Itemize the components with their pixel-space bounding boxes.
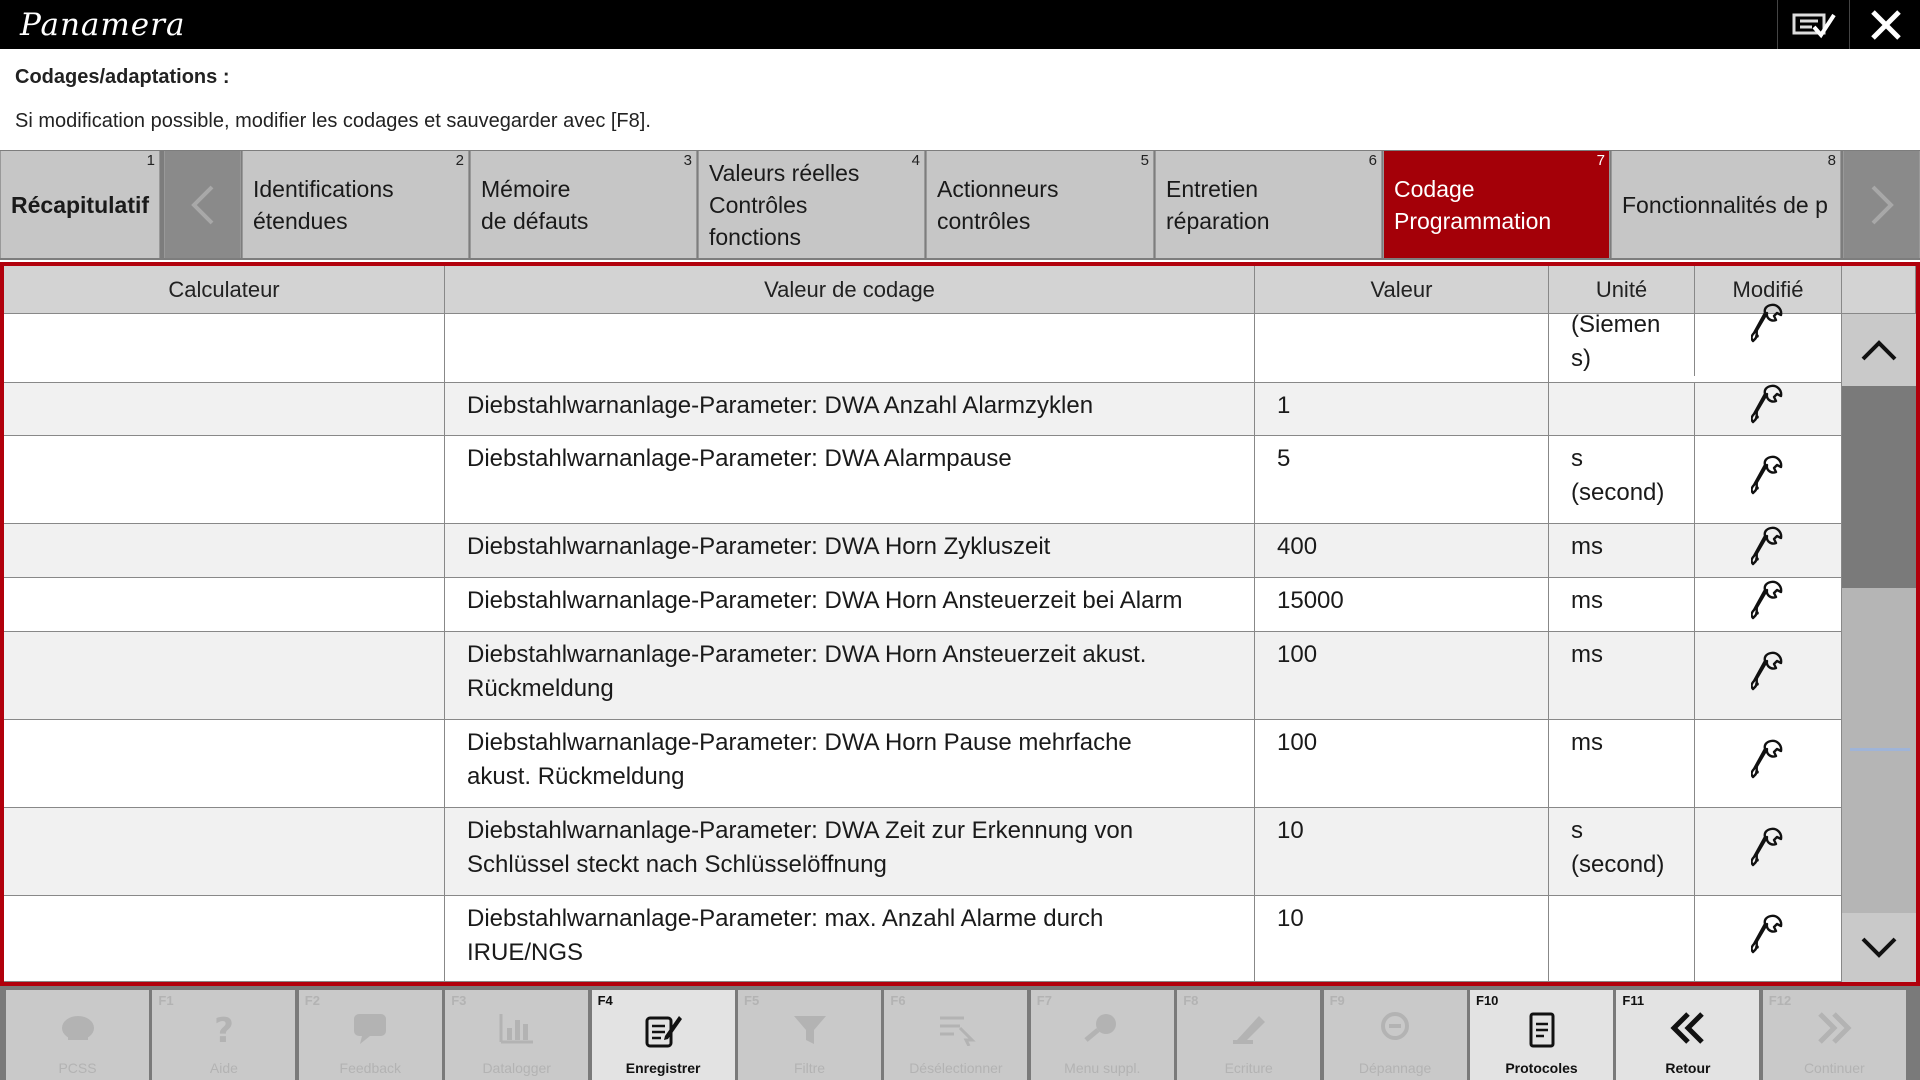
- fkey-label: Continuer: [1803, 1060, 1865, 1076]
- wrench-icon[interactable]: [1751, 650, 1785, 702]
- tab-entretien[interactable]: [1155, 151, 1382, 258]
- cell-valeur-codage: Diebstahlwarnanlage-Parameter: DWA Horn Pause mehrfache akust. Rückmeldung: [445, 720, 1255, 807]
- tab-codage-programmation[interactable]: [1383, 151, 1610, 258]
- fkey-shortcut: F12: [1768, 993, 1792, 1008]
- tabs-scroll-left-button[interactable]: [164, 151, 241, 258]
- cell-valeur-codage: Diebstahlwarnanlage-Parameter: DWA Anzahl Alarmzyklen: [445, 383, 1255, 435]
- cell-calculateur: [4, 578, 445, 631]
- page-title: Codages/adaptations :: [15, 66, 230, 88]
- filter-icon: [738, 1010, 881, 1050]
- fkey-label: Feedback: [339, 1060, 402, 1076]
- fkey-label: Protocoles: [1505, 1060, 1578, 1076]
- write-icon: [1177, 1010, 1320, 1046]
- fkey-datalogger-button[interactable]: [445, 990, 588, 1080]
- cell-calculateur: [4, 632, 445, 719]
- fkey-shortcut: F1: [158, 993, 174, 1008]
- fkey-d-s-lectionner-button[interactable]: [884, 990, 1027, 1080]
- fkey-menu-suppl-button[interactable]: [1031, 990, 1174, 1080]
- fkey-d-pannage-button[interactable]: [1324, 990, 1467, 1080]
- fkey-shortcut: F5: [744, 993, 760, 1008]
- cell-unite: ms: [1549, 524, 1695, 577]
- protocols-icon: [1470, 1010, 1613, 1050]
- column-header-valeur[interactable]: Valeur: [1255, 266, 1549, 314]
- cell-calculateur: [4, 524, 445, 577]
- cell-modifie[interactable]: [1695, 896, 1842, 981]
- cell-modifie[interactable]: [1695, 314, 1842, 382]
- tab-valeurs-reelles[interactable]: [698, 151, 925, 258]
- instruction-text: Si modification possible, modifier les codages et sauvegarder avec [F8].: [15, 110, 651, 132]
- fkey-label: Ecriture: [1224, 1060, 1273, 1076]
- fkey-feedback-button[interactable]: [299, 990, 442, 1080]
- cell-valeur[interactable]: 100: [1255, 632, 1549, 719]
- scrollbar-thumb[interactable]: [1842, 386, 1916, 588]
- cell-unite: ms: [1549, 578, 1695, 631]
- wrench-icon[interactable]: [1751, 913, 1785, 965]
- tab-number: 1: [146, 152, 155, 169]
- fkey-shortcut: F2: [304, 993, 320, 1008]
- chevron-down-icon: [1860, 936, 1898, 960]
- cell-unite: s (second): [1549, 808, 1695, 895]
- table-row[interactable]: [4, 383, 1842, 436]
- feedback-icon: [299, 1010, 442, 1046]
- wrench-icon[interactable]: [1751, 454, 1785, 506]
- cell-valeur-codage: Diebstahlwarnanlage-Parameter: DWA Zeit zur Erkennung von Schlüssel steckt nach Schlüsselöffnung: [445, 808, 1255, 895]
- fkey-shortcut: F4: [597, 993, 613, 1008]
- tab-number: 6: [1368, 152, 1377, 169]
- cell-valeur-codage: Diebstahlwarnanlage-Parameter: DWA Horn Zykluszeit: [445, 524, 1255, 577]
- tab-label: Entretien réparation: [1166, 175, 1270, 234]
- cell-unite: ms: [1549, 632, 1695, 719]
- fkey-label: Filtre: [793, 1060, 826, 1076]
- forward-icon: [1763, 1010, 1906, 1046]
- tab-label: Codage Programmation: [1394, 175, 1552, 234]
- app-logo: Panamera: [20, 7, 186, 43]
- table-row[interactable]: [4, 311, 1842, 383]
- save-icon: [592, 1010, 735, 1050]
- fkey-retour-button[interactable]: [1616, 990, 1759, 1080]
- table-row[interactable]: [4, 896, 1842, 982]
- cell-modifie[interactable]: [1695, 578, 1842, 631]
- close-icon: [1869, 8, 1903, 42]
- table-row[interactable]: [4, 436, 1842, 524]
- cell-valeur[interactable]: 15000: [1255, 578, 1549, 631]
- back-icon: [1616, 1010, 1759, 1046]
- svg-text:?: ?: [214, 1011, 234, 1050]
- scroll-down-button[interactable]: [1842, 913, 1916, 982]
- cell-modifie[interactable]: [1695, 808, 1842, 895]
- wrench-icon[interactable]: [1751, 579, 1785, 631]
- tab-label: Récapitulatif: [11, 191, 150, 218]
- cell-valeur-codage: Diebstahlwarnanlage-Parameter: max. Anzahl Alarme durch IRUE/NGS: [445, 896, 1255, 981]
- cell-valeur[interactable]: 400: [1255, 524, 1549, 577]
- help-icon: [152, 1010, 295, 1050]
- fkey-label: Aide: [209, 1060, 238, 1076]
- tab-number: 2: [455, 152, 464, 169]
- tab-label: Actionneurs contrôles: [937, 175, 1059, 234]
- chevron-left-icon: [188, 183, 218, 227]
- fkey-shortcut: F10: [1476, 993, 1499, 1008]
- fkey-shortcut: F9: [1329, 993, 1345, 1008]
- tab-identifications[interactable]: [242, 151, 469, 258]
- cell-calculateur: [4, 383, 445, 435]
- cell-modifie[interactable]: [1695, 383, 1842, 435]
- cell-valeur-codage: Diebstahlwarnanlage-Parameter: DWA Alarmpause: [445, 436, 1255, 523]
- troubleshoot-icon: [1324, 1010, 1467, 1046]
- wrench-icon[interactable]: [1751, 383, 1785, 435]
- fkey-shortcut: F8: [1183, 993, 1199, 1008]
- confirm-button[interactable]: [1777, 0, 1849, 49]
- cell-valeur[interactable]: 5: [1255, 436, 1549, 523]
- column-header-calculateur[interactable]: Calculateur: [4, 266, 445, 314]
- wrench-icon[interactable]: [1751, 826, 1785, 878]
- close-button[interactable]: [1849, 0, 1920, 49]
- table-row[interactable]: [4, 632, 1842, 720]
- chevron-right-icon: [1867, 183, 1897, 227]
- table-row[interactable]: [4, 524, 1842, 578]
- cell-calculateur: [4, 436, 445, 523]
- chevron-up-icon: [1860, 338, 1898, 362]
- fkey-label: Enregistrer: [625, 1060, 701, 1076]
- tab-memoire-defauts[interactable]: [470, 151, 697, 258]
- scrollbar-marker: [1850, 748, 1910, 751]
- wrench-icon[interactable]: [1751, 738, 1785, 790]
- tab-number: 5: [1140, 152, 1149, 169]
- cell-modifie[interactable]: [1695, 632, 1842, 719]
- datalogger-icon: [445, 1010, 588, 1046]
- tab-actionneurs[interactable]: [926, 151, 1154, 258]
- cell-valeur-codage: Diebstahlwarnanlage-Parameter: DWA Horn Ansteuerzeit bei Alarm: [445, 578, 1255, 631]
- tab-label: Identifications étendues: [253, 175, 394, 234]
- fkey-label: Menu suppl.: [1064, 1060, 1141, 1076]
- cell-modifie[interactable]: [1695, 524, 1842, 577]
- cell-unite: [1549, 896, 1695, 981]
- cell-calculateur: [4, 720, 445, 807]
- fkey-pcss-button[interactable]: [6, 990, 149, 1080]
- menu-icon: [1031, 1010, 1174, 1046]
- tab-recapitulatif[interactable]: [0, 151, 160, 258]
- fkey-enregistrer-button[interactable]: [592, 990, 735, 1080]
- car-icon: [6, 1010, 149, 1044]
- fkey-label: Dépannage: [1358, 1060, 1432, 1076]
- fkey-shortcut: F6: [890, 993, 906, 1008]
- cell-valeur-codage: [445, 314, 1255, 382]
- tab-label: Mémoire de défauts: [481, 175, 589, 234]
- scroll-up-button[interactable]: [1842, 314, 1916, 386]
- cell-valeur[interactable]: 10: [1255, 808, 1549, 895]
- title-bar: [0, 0, 1920, 49]
- cell-unite: (Siemen s): [1549, 308, 1695, 376]
- fkey-shortcut: F7: [1036, 993, 1052, 1008]
- tab-number: 8: [1827, 152, 1836, 169]
- tabs-scroll-right-button[interactable]: [1843, 151, 1920, 258]
- cell-valeur[interactable]: 10: [1255, 896, 1549, 981]
- column-header-spacer: [1842, 266, 1916, 314]
- tab-number: 4: [911, 152, 920, 169]
- fkey-continuer-button[interactable]: [1763, 990, 1906, 1080]
- tab-fonctionnalites[interactable]: [1611, 151, 1841, 258]
- cell-calculateur: [4, 896, 445, 981]
- cell-valeur-codage: Diebstahlwarnanlage-Parameter: DWA Horn Ansteuerzeit akust. Rückmeldung: [445, 632, 1255, 719]
- table-row[interactable]: [4, 808, 1842, 896]
- checklist-icon: [1792, 9, 1836, 41]
- cell-modifie[interactable]: [1695, 720, 1842, 807]
- tab-number: 3: [683, 152, 692, 169]
- cell-calculateur: [4, 314, 445, 382]
- wrench-icon[interactable]: [1751, 525, 1785, 577]
- wrench-icon[interactable]: [1751, 302, 1785, 354]
- cell-unite: s (second): [1549, 436, 1695, 523]
- cell-valeur[interactable]: [1255, 314, 1549, 382]
- column-header-unite[interactable]: Unité: [1549, 266, 1695, 314]
- fkey-label: PCSS: [58, 1060, 97, 1076]
- fkey-protocoles-button[interactable]: [1470, 990, 1613, 1080]
- fkey-shortcut: F11: [1622, 993, 1645, 1008]
- tab-label: Fonctionnalités de p: [1622, 191, 1828, 218]
- fkey-ecriture-button[interactable]: [1177, 990, 1320, 1080]
- tab-label: Valeurs réelles Contrôles fonctions: [709, 159, 860, 250]
- cell-valeur[interactable]: 1: [1255, 383, 1549, 435]
- cell-valeur[interactable]: 100: [1255, 720, 1549, 807]
- fkey-label: Retour: [1665, 1060, 1711, 1076]
- fkey-label: Désélectionner: [909, 1060, 1003, 1076]
- cell-modifie[interactable]: [1695, 436, 1842, 523]
- fkey-shortcut: F3: [451, 993, 467, 1008]
- table-row[interactable]: [4, 578, 1842, 632]
- column-header-valeur-codage[interactable]: Valeur de codage: [445, 266, 1255, 314]
- fkey-aide-button[interactable]: [152, 990, 295, 1080]
- tab-number: 7: [1596, 152, 1605, 169]
- table-row[interactable]: [4, 720, 1842, 808]
- fkey-label: Datalogger: [482, 1060, 551, 1076]
- cell-calculateur: [4, 808, 445, 895]
- fkey-filtre-button[interactable]: [738, 990, 881, 1080]
- column-header-modifie[interactable]: Modifié: [1695, 266, 1842, 314]
- cell-unite: [1549, 383, 1695, 435]
- cell-unite: ms: [1549, 720, 1695, 807]
- deselect-icon: [884, 1010, 1027, 1046]
